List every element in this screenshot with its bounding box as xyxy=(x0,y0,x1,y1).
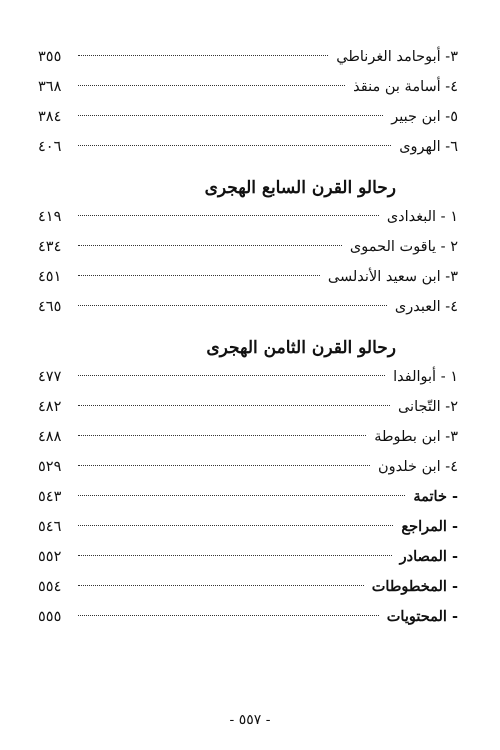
toc-entry-page: ٤٣٤ xyxy=(38,239,62,255)
toc-entry-title: - المخطوطات xyxy=(371,578,458,595)
toc-entry-title: ٦- الهروى xyxy=(399,139,458,155)
toc-entry-title: ٣- ابن بطوطة xyxy=(374,429,458,445)
toc-entry-title: ٣- أبوحامد الغرناطي xyxy=(336,49,458,65)
dot-leader xyxy=(78,55,328,56)
toc-entry-title: ٥- ابن جبير xyxy=(391,109,458,125)
toc-entry-title: ٤- ابن خلدون xyxy=(377,459,458,475)
toc-entry[interactable] xyxy=(38,452,458,482)
toc-entry-page: ٣٦٨ xyxy=(38,79,62,95)
toc-entry[interactable] xyxy=(38,392,458,422)
toc-entry[interactable] xyxy=(38,542,458,572)
toc-entry-title: ٣- ابن سعيد الأندلسى xyxy=(327,269,458,285)
dot-leader xyxy=(78,305,387,306)
toc-entry-page: ٥٥٥ xyxy=(38,609,62,625)
dot-leader xyxy=(78,245,342,246)
page-number: - ٥٥٧ - xyxy=(229,712,271,728)
toc-entry-page: ٥٤٣ xyxy=(38,489,62,505)
toc-entry[interactable] xyxy=(38,262,458,292)
toc-entry-title: - المراجع xyxy=(401,518,458,535)
dot-leader xyxy=(78,375,385,376)
toc-entry-title: ٤- العبدرى xyxy=(394,299,458,315)
toc-entry-page: ٣٥٥ xyxy=(38,49,62,65)
toc-entry-page: ٥٥٢ xyxy=(38,549,62,565)
toc-entry[interactable] xyxy=(38,422,458,452)
table-of-contents xyxy=(38,42,458,632)
toc-entry-page: ٤٨٨ xyxy=(38,429,62,445)
dot-leader xyxy=(78,495,405,496)
toc-entry-title: - خاتمة xyxy=(413,488,458,505)
toc-entry[interactable] xyxy=(38,132,458,162)
toc-entry-page: ٤٦٥ xyxy=(38,299,62,315)
toc-entry-page: ٥٥٤ xyxy=(38,579,62,595)
toc-entry-page: ٥٢٩ xyxy=(38,459,62,475)
section-heading: رحالو القرن السابع الهجرى xyxy=(204,178,396,198)
toc-entry-page: ٣٨٤ xyxy=(38,109,62,125)
toc-entry[interactable] xyxy=(38,512,458,542)
toc-entry[interactable] xyxy=(38,42,458,72)
toc-entry-page: ٤٠٦ xyxy=(38,139,62,155)
dot-leader xyxy=(78,215,379,216)
dot-leader xyxy=(78,465,370,466)
toc-entry-title: ١ - البغدادى xyxy=(386,209,458,225)
dot-leader xyxy=(78,145,391,146)
toc-entry-title: ٤- أسامة بن منقذ xyxy=(353,79,458,95)
toc-entry-page: ٤١٩ xyxy=(38,209,62,225)
dot-leader xyxy=(78,615,379,616)
toc-entry-title: ٢ - ياقوت الحموى xyxy=(349,239,458,255)
toc-entry[interactable] xyxy=(38,102,458,132)
toc-entry-page: ٤٨٢ xyxy=(38,399,62,415)
dot-leader xyxy=(78,275,320,276)
dot-leader xyxy=(78,405,390,406)
dot-leader xyxy=(78,115,383,116)
toc-entry-title: - المصادر xyxy=(399,548,458,565)
toc-entry-page: ٥٤٦ xyxy=(38,519,62,535)
toc-entry[interactable] xyxy=(38,232,458,262)
toc-entry[interactable] xyxy=(38,602,458,632)
toc-entry[interactable] xyxy=(38,482,458,512)
dot-leader xyxy=(78,435,366,436)
toc-entry-title: ١ - أبوالفدا xyxy=(393,369,458,385)
dot-leader xyxy=(78,525,393,526)
toc-entry-title: ٢- التّجانى xyxy=(397,399,458,415)
dot-leader xyxy=(78,555,392,556)
section-heading: رحالو القرن الثامن الهجرى xyxy=(206,338,396,358)
toc-entry-page: ٤٥١ xyxy=(38,269,62,285)
dot-leader xyxy=(78,585,364,586)
toc-entry-page: ٤٧٧ xyxy=(38,369,62,385)
toc-entry[interactable] xyxy=(38,572,458,602)
toc-entry[interactable] xyxy=(38,292,458,322)
toc-entry-title: - المحتويات xyxy=(386,608,458,625)
dot-leader xyxy=(78,85,345,86)
toc-entry[interactable] xyxy=(38,72,458,102)
